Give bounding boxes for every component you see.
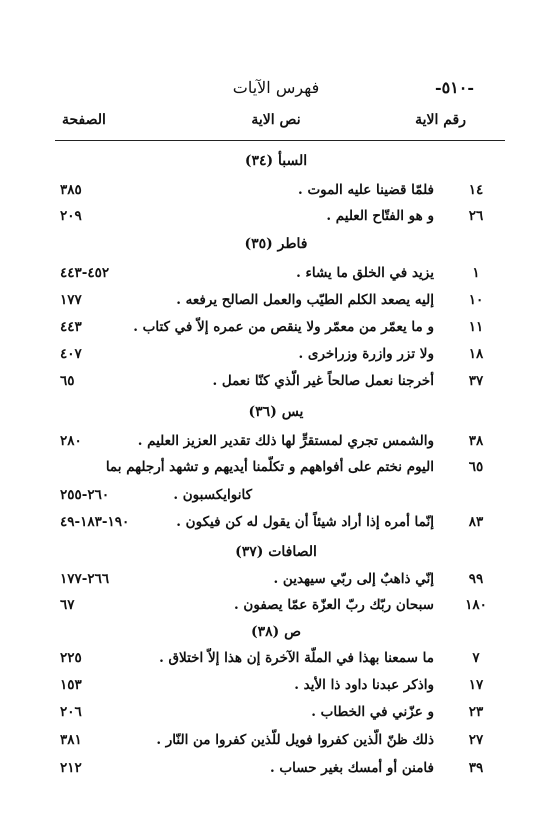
verse-number: ٢٦ bbox=[468, 208, 484, 224]
verse-number: ٣٨ bbox=[468, 433, 484, 449]
page-ref: ٢١٢ bbox=[60, 760, 82, 776]
surah-heading: يس (٣٦) bbox=[248, 404, 304, 420]
verse-text: اليوم نختم على أفواههم و تكلّمنا أيديهم و تشهد أرجلهم بما bbox=[105, 459, 434, 475]
table-row bbox=[0, 732, 552, 756]
verse-text: ما سمعنا بهذا في الملّة الآخرة إن هذا إلاّ اختلاق . bbox=[159, 650, 434, 666]
page-number: -٥١٠- bbox=[434, 78, 474, 97]
column-headers bbox=[0, 112, 552, 134]
table-row bbox=[0, 319, 552, 343]
verse-text: يزيد في الخلق ما يشاء . bbox=[296, 265, 434, 281]
verse-text: فامنن أو أمسك بغير حساب . bbox=[269, 760, 434, 776]
table-row bbox=[0, 292, 552, 316]
verse-text: و هو الفتّاح العليم . bbox=[326, 208, 434, 224]
verse-number: ٨٣ bbox=[468, 514, 484, 530]
verse-number: ٦٥ bbox=[468, 459, 484, 475]
verse-text: ولا تزر وازرة وزراخرى . bbox=[298, 346, 434, 362]
verse-number-header: رقم الاية bbox=[415, 112, 466, 128]
table-row bbox=[0, 514, 552, 538]
table-row bbox=[0, 650, 552, 674]
page-ref: ٣٨٥ bbox=[60, 182, 82, 198]
table-row bbox=[0, 433, 552, 457]
verse-number: ٣٩ bbox=[468, 760, 484, 776]
page-ref: ١٧٧ bbox=[60, 292, 82, 308]
verse-text-continuation: كانوايكسبون . bbox=[173, 487, 252, 503]
table-row bbox=[0, 677, 552, 701]
verse-number: ٢٣ bbox=[468, 704, 484, 720]
verse-text: فلمّا قضينا عليه الموت . bbox=[298, 182, 434, 198]
verse-text: إليه يصعد الكلم الطيّب والعمل الصالح يرفعه . bbox=[176, 292, 434, 308]
page-ref: ٢٠٦ bbox=[60, 704, 82, 720]
table-row bbox=[0, 265, 552, 289]
verse-text: سبحان ربّك ربّ العزّة عمّا يصفون . bbox=[234, 597, 434, 613]
verse-number: ١١ bbox=[468, 319, 484, 335]
table-row bbox=[0, 182, 552, 206]
page-header bbox=[0, 78, 552, 102]
page-ref: ٤٠٧ bbox=[60, 346, 82, 362]
verse-text: و ما يعمّر من معمّر ولا ينقص من عمره إلاّ في كتاب . bbox=[133, 319, 434, 335]
verse-text-header: نص الاية bbox=[251, 112, 301, 128]
verse-number: ٧ bbox=[472, 650, 480, 666]
table-row bbox=[0, 571, 552, 595]
page-ref: ٣٨١ bbox=[60, 732, 82, 748]
table-row bbox=[0, 704, 552, 728]
verse-text: إنّما أمره إذا أراد شيئاً أن يقول له كن فيكون . bbox=[176, 514, 434, 530]
verse-text: و عزّني في الخطاب . bbox=[311, 704, 434, 720]
page-ref: ٦٧ bbox=[60, 597, 75, 613]
surah-heading: فاطر (٣٥) bbox=[244, 236, 308, 252]
verse-number: ٩٩ bbox=[468, 571, 484, 587]
page-ref: ٤٥٢-٤٤٣ bbox=[60, 265, 110, 281]
page-ref: ٢٨٠ bbox=[60, 433, 82, 449]
verse-number: ١٨٠ bbox=[465, 597, 487, 613]
table-row bbox=[0, 459, 552, 483]
table-row bbox=[0, 487, 552, 511]
surah-heading: الصافات (٣٧) bbox=[235, 544, 317, 560]
verse-number: ١ bbox=[472, 265, 480, 281]
table-row bbox=[0, 597, 552, 621]
page-ref: ٤٤٣ bbox=[60, 319, 82, 335]
header-rule bbox=[55, 140, 505, 141]
page-ref: ٢٦٦-١٧٧ bbox=[60, 571, 110, 587]
page-header-label: الصفحة bbox=[62, 112, 106, 128]
verse-number: ٣٧ bbox=[468, 373, 484, 389]
index-title: فهرس الآيات bbox=[232, 78, 320, 97]
page-ref: ٢٦٠-٢٥٥ bbox=[60, 487, 110, 503]
verse-text: أخرجنا نعمل صالحاً غير الّذي كنّا نعمل . bbox=[212, 373, 434, 389]
verse-number: ٢٧ bbox=[468, 732, 484, 748]
table-row bbox=[0, 760, 552, 784]
table-row bbox=[0, 346, 552, 370]
page-ref: ١٩٠-١٨٣-٤٩ bbox=[60, 514, 130, 530]
surah-heading: السبأ (٣٤) bbox=[244, 153, 308, 169]
table-row bbox=[0, 373, 552, 397]
table-row bbox=[0, 208, 552, 232]
verse-number: ١٤ bbox=[468, 182, 484, 198]
page-ref: ١٥٣ bbox=[60, 677, 82, 693]
page-ref: ٦٥ bbox=[60, 373, 75, 389]
page-ref: ٢٢٥ bbox=[60, 650, 82, 666]
verse-number: ١٧ bbox=[468, 677, 484, 693]
verse-text: والشمس تجري لمستقرٍّ لها ذلك تقدير العزيز العليم . bbox=[137, 433, 434, 449]
verse-text: ذلك ظنّ الّذين كفروا فويل للّذين كفروا من النّار . bbox=[156, 732, 434, 748]
page-ref: ٢٠٩ bbox=[60, 208, 82, 224]
verse-text: إنّي ذاهبٌ إلى ربّي سيهدين . bbox=[273, 571, 434, 587]
verse-number: ١٨ bbox=[468, 346, 484, 362]
surah-heading: ص (٣٨) bbox=[250, 624, 302, 640]
verse-text: واذكر عبدنا داود ذا الأيد . bbox=[294, 677, 434, 693]
verse-number: ١٠ bbox=[468, 292, 484, 308]
